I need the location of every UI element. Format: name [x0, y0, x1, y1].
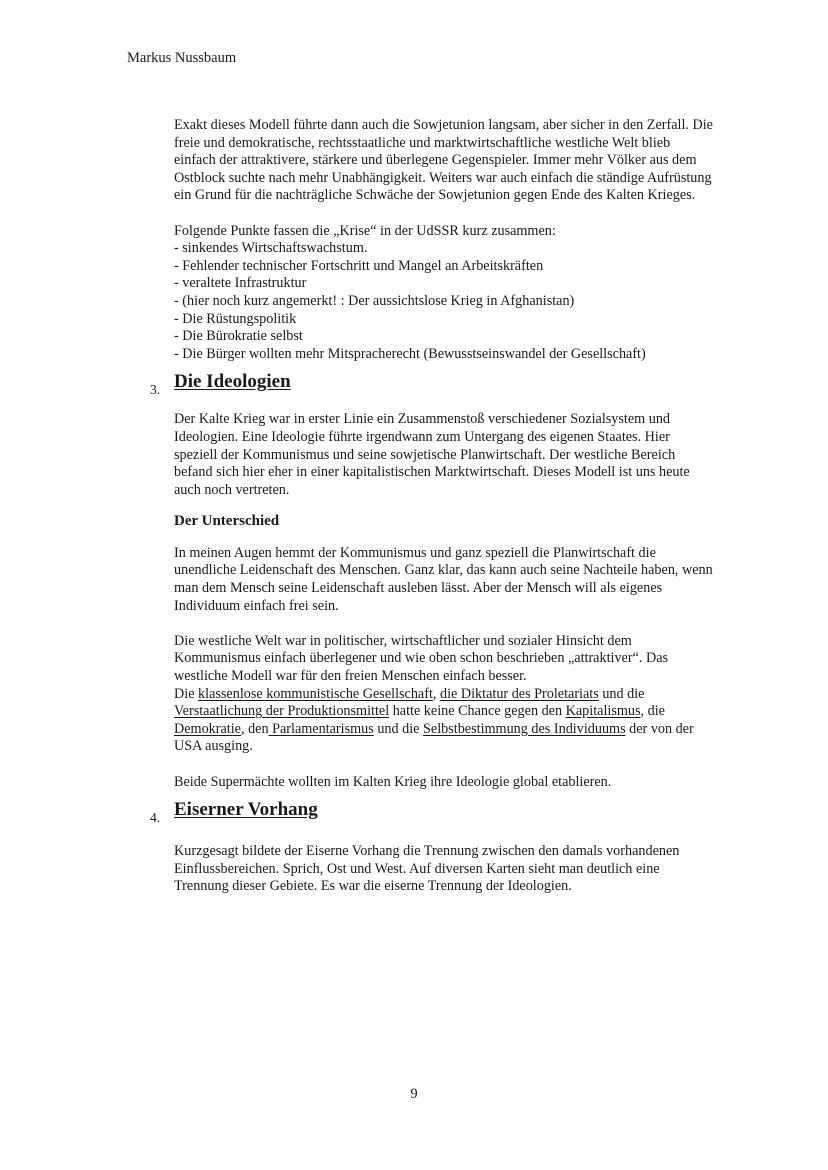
ideology-comparison-sentence: [174, 686, 714, 756]
page-header-author: Markus Nussbaum: [127, 50, 237, 66]
underlined-term: Parlamentarismus: [268, 720, 374, 737]
list-item: - (hier noch kurz angemerkt! : Der aussichtslose Krieg in Afghanistan): [174, 292, 575, 309]
sentence-text: , den: [240, 720, 269, 737]
sentence-text: und die: [598, 685, 645, 702]
section-4-number: 4.: [150, 810, 161, 826]
page-number: 9: [410, 1086, 418, 1102]
section-3-paragraph: Der Kalte Krieg war in erster Linie ein Zusammenstoß verschiedener Sozialsystem und Ideologien. Eine Ideologie führte irgendwann zum Untergang des eigenen Staates. Hier speziell der Kommunismus und seine sowjetische Planwirtschaft. Der westliche Bereich befand sich hier eher in einer kapitalistischen Marktwirtschaft. Dieses Modell ist uns heute auch noch vertreten.: [174, 411, 690, 498]
list-item: - Die Bürger wollten mehr Mitspracherecht (Bewusstseinswandel der Gesellschaft): [174, 345, 646, 362]
crisis-list: [174, 240, 714, 363]
underlined-term: klassenlose kommunistische Gesellschaft: [198, 685, 433, 702]
list-item: - Die Bürokratie selbst: [174, 328, 303, 345]
section-3-title: Die Ideologien: [174, 371, 291, 393]
sentence-text: , die: [640, 703, 665, 720]
underlined-term: Verstaatlichung der Produktionsmittel: [174, 703, 390, 720]
underlined-term: die Diktatur des Proletariats: [439, 685, 599, 702]
sentence-text: und die: [373, 720, 424, 737]
sentence-text: der von der USA ausging.: [174, 720, 694, 755]
unterschied-paragraph-1: In meinen Augen hemmt der Kommunismus und ganz speziell die Planwirtschaft die unendliche Leidenschaft des Menschen. Ganz klar, das kann auch seine Nachteile haben, wenn man dem Mensch seine Leidenschaft ausleben lässt. Aber der Mensch will als eigenes Individuum einfach frei sein.: [174, 544, 713, 614]
underlined-term: Selbstbestimmung des Individuums: [423, 720, 626, 737]
document-body: [150, 117, 714, 896]
underlined-term: Demokratie: [174, 720, 241, 737]
sentence-text: ,: [432, 685, 440, 702]
list-item: - Die Rüstungspolitik: [174, 310, 297, 327]
unterschied-paragraph-2: Die westliche Welt war in politischer, wirtschaftlicher und sozialer Hinsicht dem Kommunismus einfach überlegener und wie oben schon beschrieben „attraktiver“. Das westliche Modell war für den freien Menschen einfach besser.: [174, 632, 669, 685]
section-3-number: 3.: [150, 382, 161, 398]
section-3-closing: Beide Supermächte wollten im Kalten Krieg ihre Ideologie global etablieren.: [174, 773, 612, 790]
section-4-heading: [150, 799, 714, 831]
section-3-heading: [150, 371, 714, 403]
underlined-term: Kapitalismus: [565, 703, 641, 720]
sentence-text: Die: [174, 685, 199, 702]
intro-paragraph: Exakt dieses Modell führte dann auch die Sowjetunion langsam, aber sicher in den Zerfall. Die freie und demokratische, rechtsstaatliche und marktwirtschaftliche westliche Welt blieb einfach der attraktivere, stärkere und überlegene Gegenspieler. Immer mehr Völker aus dem Ostblock suchte nach mehr Unabhängigkeit. Weiters war auch einfach die ständige Aufrüstung ein Grund für die nachträgliche Schwäche der Sowjetunion gegen Ende des Kalten Krieges.: [174, 117, 713, 204]
list-item: - veraltete Infrastruktur: [174, 275, 307, 292]
sentence-text: hatte keine Chance gegen den: [389, 703, 566, 720]
crisis-list-intro: Folgende Punkte fassen die „Krise“ in der UdSSR kurz zusammen:: [174, 222, 556, 239]
section-4-title: Eiserner Vorhang: [174, 799, 318, 821]
list-item: - Fehlender technischer Fortschritt und Mangel an Arbeitskräften: [174, 257, 544, 274]
subheading-unterschied: Der Unterschied: [174, 513, 280, 530]
list-item: - sinkendes Wirtschaftswachstum.: [174, 240, 368, 257]
section-4-paragraph: Kurzgesagt bildete der Eiserne Vorhang die Trennung zwischen den damals vorhandenen Einflussbereichen. Sprich, Ost und West. Auf diversen Karten sieht man deutlich eine Trennung dieser Gebiete. Es war die eiserne Trennung der Ideologien.: [174, 843, 680, 895]
